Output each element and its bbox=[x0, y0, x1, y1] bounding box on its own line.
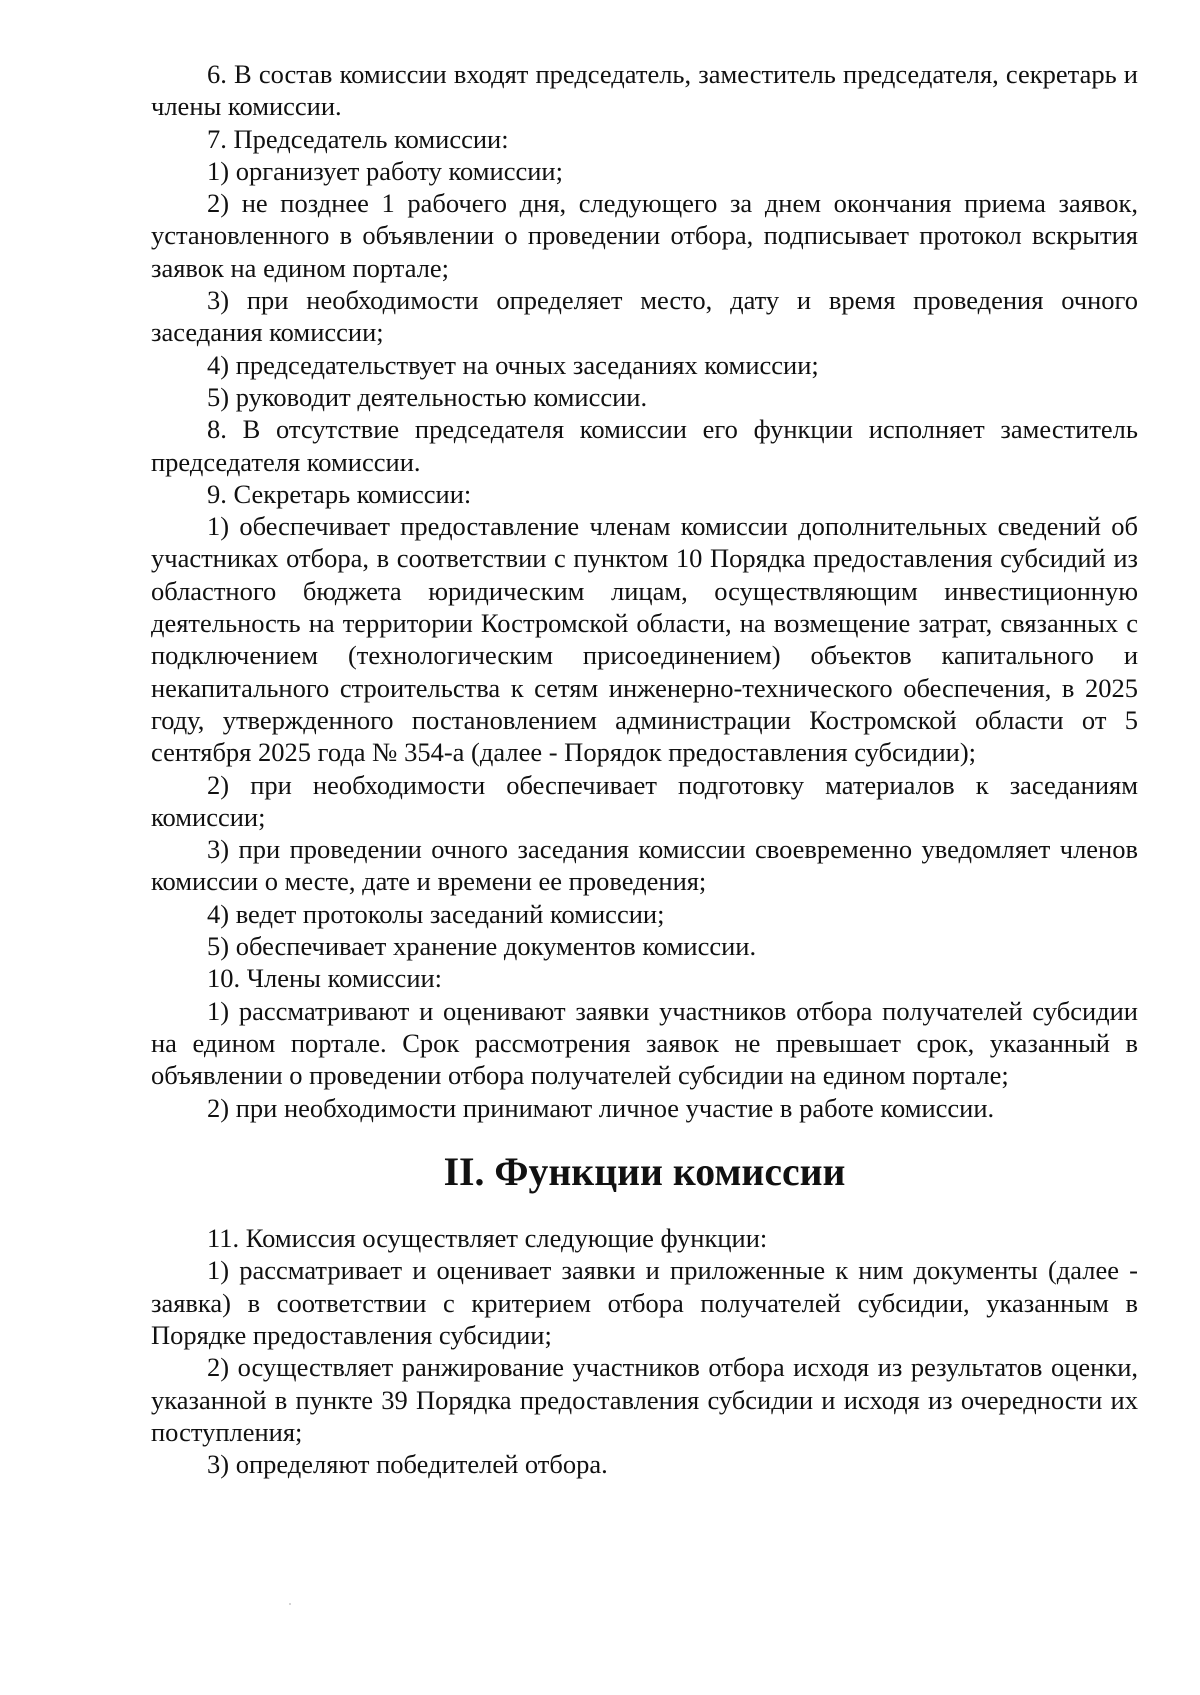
paragraph-9: 9. Секретарь комиссии: bbox=[207, 478, 472, 509]
paragraph-9-5: 5) обеспечивает хранение документов комиссии. bbox=[207, 931, 757, 962]
paragraph-9-1: 1) обеспечивает предоставление членам комиссии дополнительных сведений об участниках отбора, в соответствии с пунктом 10 Порядка предоставления субсидий из областного бюджета юридическим лицам, осуществляющим инвестиционную деятельность на территории Костромской области, на возмещение затрат, связанных с подключением (технологическим присоединением) объектов капитального и некапитального строительства к сетям инженерно-технического обеспечения, в 2025 году, утвержденного постановлением администрации Костромской области от 5 сентября 2025 года № 354-а (далее - Порядок предоставления субсидии); bbox=[151, 511, 1138, 768]
paragraph-11-3: 3) определяют победителей отбора. bbox=[207, 1449, 608, 1480]
paragraph-7-2: 2) не позднее 1 рабочего дня, следующего за днем окончания приема заявок, установленного в объявлении о проведении отбора, подписывает протокол вскрытия заявок на едином портале; bbox=[151, 188, 1138, 283]
paragraph-7-1: 1) организует работу комиссии; bbox=[207, 155, 563, 186]
paragraph-10-2: 2) при необходимости принимают личное участие в работе комиссии. bbox=[207, 1092, 995, 1123]
paragraph-7: 7. Председатель комиссии: bbox=[207, 123, 509, 154]
paragraph-7-5: 5) руководит деятельностью комиссии. bbox=[207, 381, 648, 412]
paragraph-11-1: 1) рассматривает и оценивает заявки и приложенные к ним документы (далее - заявка) в соответствии с критерием отбора получателей субсидии, указанным в Порядке предоставления субсидии; bbox=[151, 1255, 1138, 1350]
paragraph-9-4: 4) ведет протоколы заседаний комиссии; bbox=[207, 898, 665, 929]
scan-speck bbox=[289, 1603, 291, 1605]
paragraph-11-2: 2) осуществляет ранжирование участников отбора исходя из результатов оценки, указанной в пункте 39 Порядка предоставления субсидии и исходя из очередности их поступления; bbox=[151, 1352, 1138, 1447]
paragraph-9-3: 3) при проведении очного заседания комиссии своевременно уведомляет членов комиссии о месте, дате и времени ее проведения; bbox=[151, 834, 1138, 897]
paragraph-9-2: 2) при необходимости обеспечивает подготовку материалов к заседаниям комиссии; bbox=[151, 769, 1138, 832]
paragraph-10: 10. Члены комиссии: bbox=[207, 963, 443, 994]
paragraph-6: 6. В состав комиссии входят председатель, заместитель председателя, секретарь и члены комиссии. bbox=[151, 59, 1138, 122]
paragraph-10-1: 1) рассматривают и оценивают заявки участников отбора получателей субсидии на едином портале. Срок рассмотрения заявок не превышает срок, указанный в объявлении о проведении отбора получателей субсидии на едином портале; bbox=[151, 995, 1138, 1091]
paragraph-8: 8. В отсутствие председателя комиссии его функции исполняет заместитель председателя комиссии. bbox=[151, 414, 1138, 477]
paragraph-7-3: 3) при необходимости определяет место, дату и время проведения очного заседания комиссии; bbox=[151, 285, 1138, 348]
paragraph-11: 11. Комиссия осуществляет следующие функции: bbox=[207, 1223, 768, 1254]
paragraph-7-4: 4) председательствует на очных заседаниях комиссии; bbox=[207, 349, 819, 380]
document-body bbox=[151, 58, 1138, 1480]
section-heading: II. Функции комиссии bbox=[443, 1149, 846, 1194]
